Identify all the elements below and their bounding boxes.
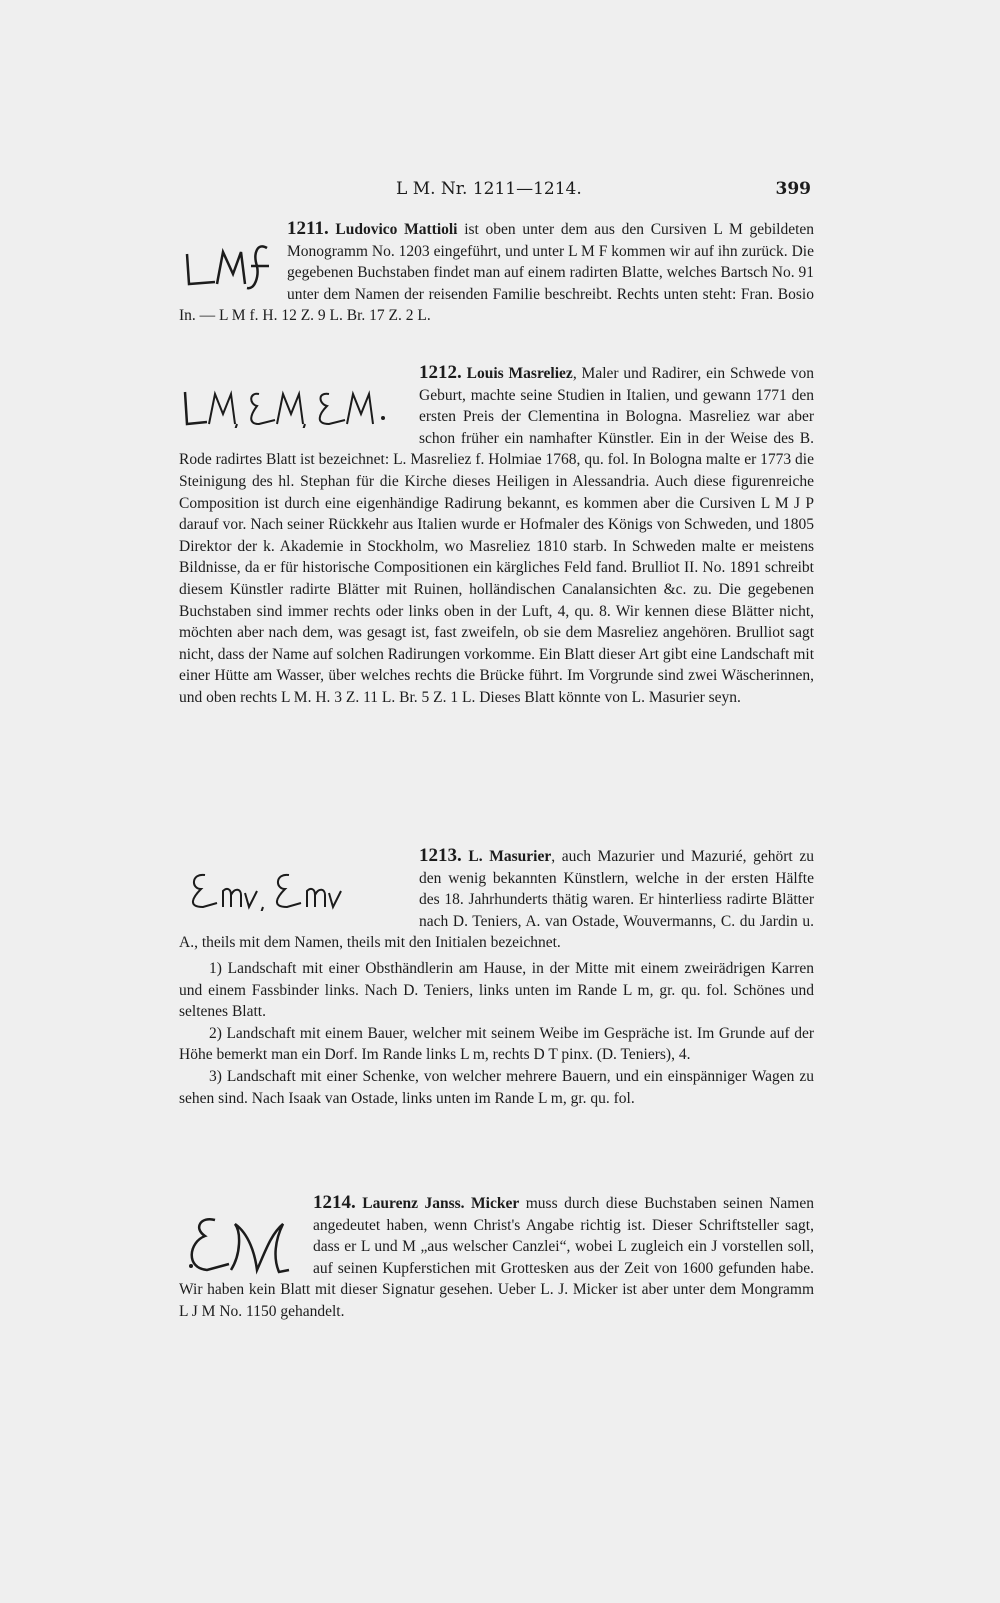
running-title: L M. Nr. 1211—1214. (396, 179, 582, 199)
entry-name: Ludovico Mattioli (335, 221, 458, 238)
catalogue-item: 1) Landschaft mit einer Obsthändlerin am Hause, in der Mitte mit einem zweirädrigen Karren und einem Fassbinder links. Nach D. Teniers, links unten im Rande L m, gr. qu. fol. Schönes und seltenes Blatt. (179, 959, 814, 1021)
page-number: 399 (775, 179, 811, 199)
entry-name: L. Masurier (468, 848, 552, 865)
entry-1211 (179, 218, 814, 327)
entry-paragraph (179, 845, 814, 954)
monogram-image (179, 240, 277, 302)
entry-number: 1212. (419, 362, 462, 383)
entry-name: Louis Masreliez (466, 365, 573, 382)
entry-paragraph (179, 1192, 814, 1323)
entry-number: 1213. (419, 845, 462, 866)
monogram-image (179, 384, 409, 436)
entry-text: ist oben unter dem aus den Cursiven L M gebildeten Monogramm No. 1203 eingeführt, und unter L M F kommen wir auf ihn zurück. Die gegebenen Buchstaben findet man auf einem radirten Blatte, welches Bartsch No. 91 unter dem Namen der reisenden Familie beschreibt. Rechts unten steht: Fran. Bosio In. — L M f. H. 12 Z. 9 L. Br. 17 Z. 2 L. (179, 221, 815, 325)
entry-text: , Maler und Radirer, ein Schwede von Geburt, machte seine Studien in Italien, und gewann 1771 den ersten Preis der Clementina in Bologna. Masreliez war aber schon früher ein namhafter Künstler. Ein in der Weise des B. Rode radirtes Blatt ist bezeichnet: L. Masreliez f. Holmiae 1768, qu. fol. In Bologna malte er 1773 die Steinigung des hl. Stephan für die Kirche dieses Heiligen in Alessandria. Auch diese figurenreiche Composition ist durch eine eigenhändige Radirung bekannt, es kommen aber die Cursiven L M J P darauf vor. Nach seiner Rückkehr aus Italien wurde er Hofmaler des Königs von Schweden, und 1805 Direktor der k. Akademie in Stockholm, wo Masreliez 1810 starb. In Schweden malte er meistens Bildnisse, da er für historische Compositionen ein kärgliches Feld fand. Brulliot II. No. 1891 schreibt diesem Künstler radirte Blätter mit Ruinen, holländischen Canalansichten &c. zu. Die gegebenen Buchstaben sind immer rechts oder links oben in der Luft, 4, qu. 8. Wir kennen diese Blätter nicht, möchten aber nach dem, was gesagt ist, fast zweifeln, ob sie dem Masreliez angehören. Brulliot sagt nicht, dass der Name auf solchen Radirungen vorkomme. Ein Blatt dieser Art gibt eine Landschaft mit einer Hütte am Wasser, über welches rechts die Brücke führt. Im Vorgrunde sind zwei Wäscherinnen, und oben rechts L M. H. 3 Z. 11 L. Br. 5 Z. 1 L. Dieses Blatt könnte von L. Masurier seyn. (179, 365, 815, 706)
catalogue-item: 3) Landschaft mit einer Schenke, von welcher mehrere Bauern, und ein einspänniger Wagen zu sehen sind. Nach Isaak van Ostade, links unten im Rande L m, gr. qu. fol. (179, 1067, 814, 1107)
entry-text: , auch Mazurier und Mazurié, gehört zu den wenig bekannten Künstlern, welche in der ersten Hälfte des 18. Jahrhunderts thätig waren. Er hinterliess radirte Blätter nach D. Teniers, A. van Ostade, Wouvermanns, C. du Jardin u. A., theils mit dem Namen, theils mit den Initialen bezeichnet. (179, 848, 814, 952)
entry-1214 (179, 1192, 814, 1323)
entry-name: Laurenz Janss. Micker (362, 1195, 520, 1212)
entry-paragraph (179, 362, 814, 709)
entry-number: 1214. (313, 1192, 356, 1213)
entry-1213 (179, 845, 814, 1109)
entry-1212 (179, 362, 814, 709)
entry-paragraph (179, 218, 814, 327)
catalogue-item: 2) Landschaft mit einem Bauer, welcher mit seinem Weibe im Gespräche ist. Im Grunde auf der Höhe bemerkt man ein Dorf. Im Rande links L m, rechts D T pinx. (D. Teniers), 4. (179, 1024, 814, 1064)
entry-number: 1211. (287, 218, 329, 239)
entry-text: muss durch diese Buchstaben seinen Namen angedeutet haben, wenn Christ's Angabe richtig ist. Dieser Schriftsteller sagt, dass er L und M „aus welscher Canzlei“, wobei L zugleich ein J vorstellen soll, auf seinen Kupferstichen mit Grottesken aus der Zeit von 1600 gefunden habe. Wir haben kein Blatt mit dieser Signatur gesehen. Ueber L. J. Micker ist aber unter dem Mongramm L J M No. 1150 gehandelt. (179, 1195, 814, 1320)
monogram-image (179, 1214, 303, 1278)
running-head (186, 176, 811, 202)
monogram-image (179, 867, 409, 919)
